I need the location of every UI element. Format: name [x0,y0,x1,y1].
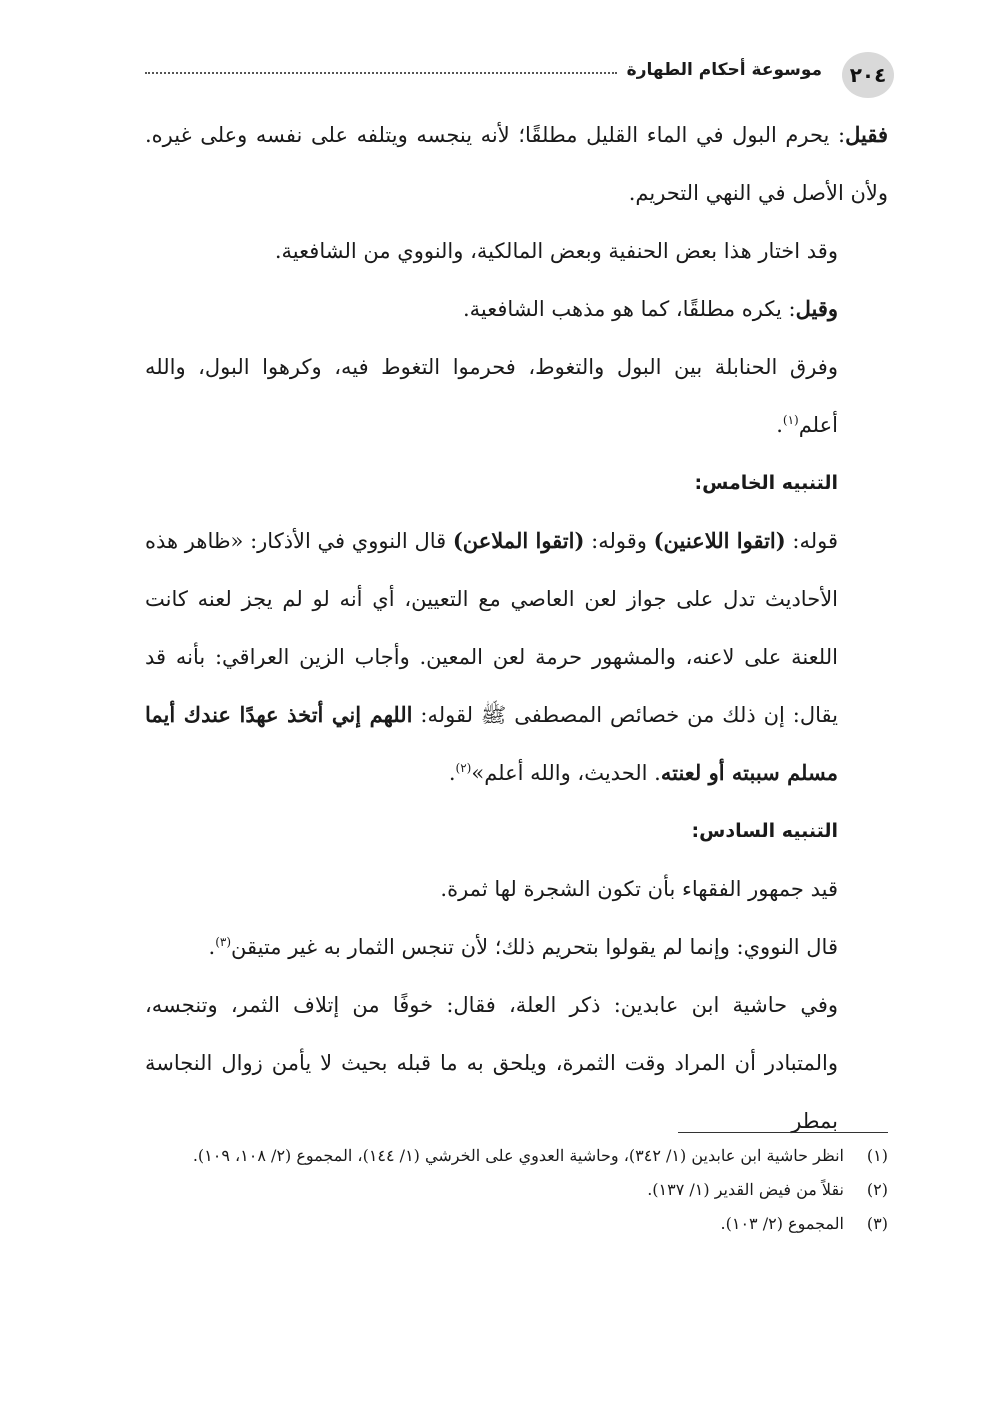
paragraph-2: وقد اختار هذا بعض الحنفية وبعض المالكية، والنووي من الشافعية. [274,239,838,263]
hadith-quote: (اتقوا اللاعنين) [653,528,786,553]
paragraph-end: . [208,935,216,959]
dotted-leader [145,72,617,74]
paragraph-lead: وقيل [795,296,838,321]
footnote-text: المجموع (٢/ ١٠٣). [720,1214,844,1233]
footnote-2 [145,1173,888,1207]
paragraph-text: : يحرم البول في الماء القليل مطلقًا؛ لأنه ينجسه ويتلفه على نفسه وعلى غيره. ولأن الأصل في النهي التحريم. [145,123,888,205]
paragraph-lead: فقيل [845,122,888,147]
paragraph-1 [145,106,888,222]
text-span: وقوله: [584,529,654,553]
footnote-1 [145,1139,888,1173]
section-heading-5: التنبيه الخامس: [694,472,838,494]
paragraph-text: : يكره مطلقًا، كما هو مذهب الشافعية. [462,297,796,321]
footnote-text: نقلاً من فيض القدير (١/ ١٣٧). [647,1180,844,1199]
footnote-ref[interactable]: (١) [782,413,799,427]
paragraph-text: وفرق الحنابلة بين البول والتغوط، فحرموا التغوط فيه، وكرهوا البول، والله أعلم [145,355,838,437]
page-header [145,48,888,100]
footnote-number: (٣) [866,1214,888,1233]
text-span: . الحديث، والله أعلم» [471,761,661,785]
paragraph-6: قيد جمهور الفقهاء بأن تكون الشجرة لها ثمرة. [440,877,838,901]
paragraph-8: وفي حاشية ابن عابدين: ذكر العلة، فقال: خوفًا من إتلاف الثمر، وتنجسه، والمتبادر أن المراد وقت الثمرة، ويلحق به ما قبله بحيث لا يأمن زوال النجاسة بمطر [145,993,838,1133]
section-heading-6: التنبيه السادس: [691,820,838,842]
footnote-separator [678,1132,888,1133]
footnote-ref[interactable]: (٢) [455,761,472,775]
footnotes [145,1132,888,1241]
footnote-number: (٢) [866,1180,888,1199]
page-number: ٢٠٤ [842,52,894,98]
page [145,48,888,1378]
main-text [145,106,888,1150]
text-span: قوله: [785,529,839,553]
running-title [145,60,832,80]
paragraph-5 [145,512,888,802]
paragraph-7 [145,918,888,976]
footnote-3 [145,1207,888,1241]
footnote-number: (١) [866,1146,888,1165]
paragraph-3 [145,280,888,338]
footnote-text: انظر حاشية ابن عابدين (١/ ٣٤٢)، وحاشية العدوي على الخرشي (١/ ١٤٤)، المجموع (٢/ ١٠٨، ١٠٩). [192,1146,844,1165]
paragraph-text: قال النووي: وإنما لم يقولوا بتحريم ذلك؛ لأن تنجس الثمار به غير متيقن [231,935,838,959]
running-title-text: موسوعة أحكام الطهارة [626,60,822,80]
paragraph-end: . [776,413,783,437]
hadith-quote: (اتقوا الملاعن) [452,528,585,553]
hadith-quote: اللهم إني أتخذ عهدًا عندك أيما مسلم سببته أو لعنته [145,702,838,785]
footnote-ref[interactable]: (٣) [215,935,232,949]
paragraph-end: . [448,761,456,785]
text-span: قال النووي في الأذكار: «ظاهر هذه الأحاديث تدل على جواز لعن العاصي مع التعيين، أي أنه لو لم يجز لعنه كانت اللعنة على لاعنه، والمشهور حرمة لعن المعين. وأجاب الزين العراقي: بأنه قد يقال: إن ذلك من خصائص المصطفى ﷺ لقوله: [145,529,838,727]
paragraph-4 [145,338,888,454]
